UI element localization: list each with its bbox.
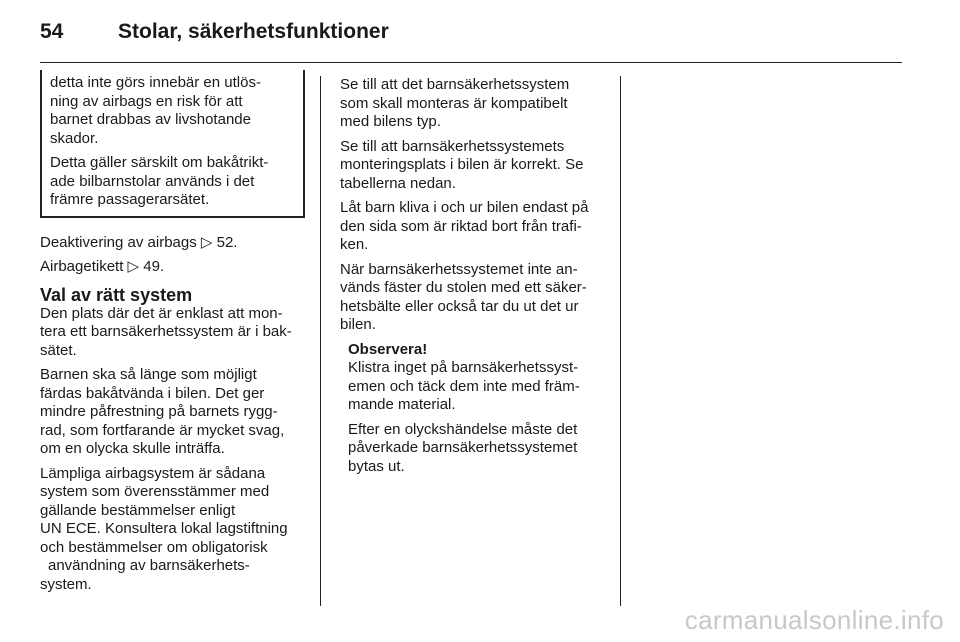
- note-paragraph-1: Klistra inget på barnsäkerhetssyst- emen och täck dem inte med främ- mande material.: [348, 359, 580, 413]
- page-header: [40, 18, 902, 63]
- column-left: [40, 76, 304, 600]
- paragraph-rear-seat: Den plats där det är enklast att mon- tera ett barnsäkerhetssystem är i bak- sätet.: [40, 304, 292, 359]
- warning-paragraph-2: Detta gäller särskilt om bakåtrikt- ade bilbarnstolar används i det främre passagerarsätet.: [50, 154, 269, 208]
- section-heading: Val av rätt system: [40, 284, 193, 305]
- xref-airbag-label[interactable]: Airbagetikett ▷ 49.: [40, 258, 165, 275]
- column-divider-left: [320, 76, 321, 606]
- page-title: Stolar, säkerhetsfunktioner: [118, 20, 389, 43]
- warning-box: [40, 70, 305, 218]
- paragraph-exit-side: Låt barn kliva i och ur bilen endast på den sida som är riktad bort från trafi- ken.: [340, 199, 589, 253]
- paragraph-suitable-systems: Lämpliga airbagsystem är sådana system som överensstämmer med gällande bestämmelser enligt UN ECE. Konsultera lokal lagstiftning och bestämmelser om obligatorisk användning av barnsäkerhets- system.: [40, 464, 288, 593]
- paragraph-rearward-facing: Barnen ska så länge som möjligt färdas bakåtvända i bilen. Det ger mindre påfrestning på barnets rygg- rad, som fortfarande är mycket svag, om en olycka skulle inträffa.: [40, 366, 285, 457]
- paragraph-compatible: Se till att det barnsäkerhetssystem som skall monteras är kompatibelt med bilens typ.: [340, 76, 570, 130]
- note-paragraph-2: Efter en olyckshändelse måste det påverkade barnsäkerhetssystemet bytas ut.: [348, 420, 578, 475]
- column-divider-right: [620, 76, 621, 606]
- note-box: [340, 341, 608, 477]
- paragraph-not-in-use: När barnsäkerhetssystemet inte an- vänds fäster du stolen med ett säker- hetsbälte eller också tar du ut det ur bilen.: [340, 260, 587, 333]
- watermark: carmanualsonline.info: [684, 605, 944, 635]
- page-number: 54: [40, 20, 64, 43]
- paragraph-mounting-position: Se till att barnsäkerhetssystemets monteringsplats i bilen är korrekt. Se tabellerna nedan.: [340, 137, 584, 192]
- warning-paragraph-1: detta inte görs innebär en utlös- ning av airbags en risk för att barnet drabbas av livshotande skador.: [50, 74, 261, 147]
- column-middle: [340, 76, 608, 482]
- xref-airbag-deactivation[interactable]: Deaktivering av airbags ▷ 52.: [40, 233, 238, 251]
- note-title: Observera!: [348, 340, 428, 358]
